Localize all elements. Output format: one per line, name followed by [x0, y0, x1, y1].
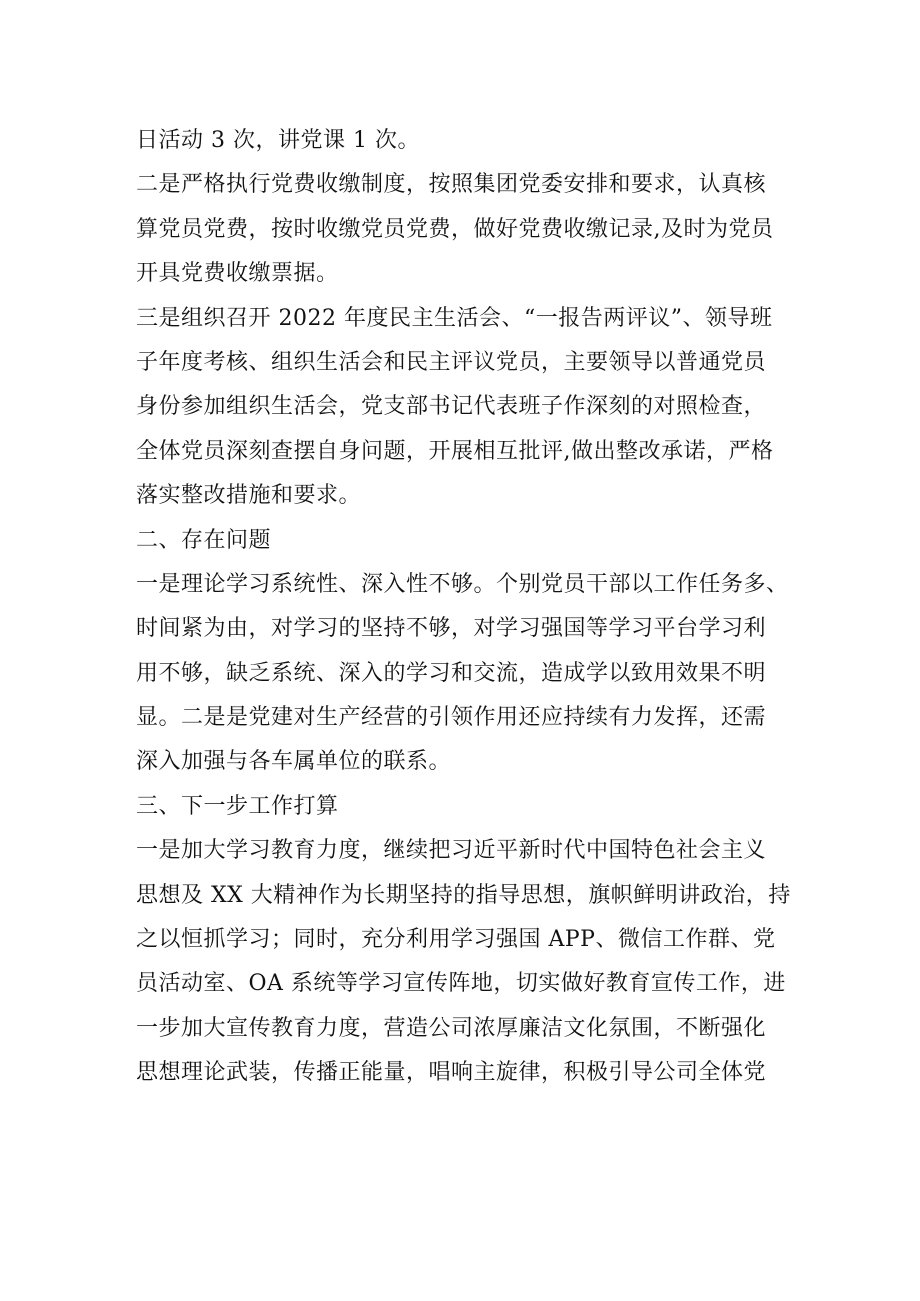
section-heading: 二、存在问题 — [136, 527, 272, 553]
text-line: 日活动 3 次，讲党课 1 次。 — [136, 128, 420, 153]
text-line: 全体党员深刻查摆自身问题，开展相互批评,做出整改承诺，严格 — [136, 438, 774, 464]
document-body — [136, 119, 796, 1096]
text-line: 一步加大宣传教育力度，营造公司浓厚廉洁文化氛围，不断强化 — [136, 1015, 767, 1041]
text-line: 显。二是是党建对生产经营的引领作用还应持续有力发挥，还需 — [136, 705, 767, 731]
text-line: 思想理论武装，传播正能量，唱响主旋律，积极引导公司全体党 — [136, 1060, 767, 1086]
text-line: 一是理论学习系统性、深入性不够。个别党员干部以工作任务多、 — [136, 571, 789, 597]
section-heading: 三、下一步工作打算 — [136, 793, 339, 819]
text-line: 员活动室、OA 系统等学习宣传阵地，切实做好教育宣传工作，进 — [136, 971, 786, 997]
text-line: 开具党费收缴票据。 — [136, 261, 339, 287]
text-line: 深入加强与各车属单位的联系。 — [136, 749, 452, 775]
text-line: 之以恒抓学习；同时，充分利用学习强国 APP、微信工作群、党 — [136, 927, 776, 953]
text-line: 三是组织召开 2022 年度民主生活会、“一报告两评议”、领导班 — [136, 305, 773, 331]
text-line: 身份参加组织生活会，党支部书记代表班子作深刻的对照检查， — [136, 394, 767, 420]
text-line: 落实整改措施和要求。 — [136, 483, 362, 509]
text-line: 子年度考核、组织生活会和民主评议党员，主要领导以普通党员 — [136, 349, 767, 375]
text-line: 二是严格执行党费收缴制度，按照集团党委安排和要求，认真核 — [136, 172, 767, 198]
text-line: 时间紧为由，对学习的坚持不够，对学习强国等学习平台学习利 — [136, 616, 767, 642]
text-line: 用不够，缺乏系统、深入的学习和交流，造成学以致用效果不明 — [136, 660, 767, 686]
text-line: 一是加大学习教育力度，继续把习近平新时代中国特色社会主义 — [136, 838, 767, 864]
text-line: 思想及 XX 大精神作为长期坚持的指导思想，旗帜鲜明讲政治，持 — [136, 882, 791, 908]
text-line: 算党员党费，按时收缴党员党费，做好党费收缴记录,及时为党员 — [136, 216, 774, 242]
